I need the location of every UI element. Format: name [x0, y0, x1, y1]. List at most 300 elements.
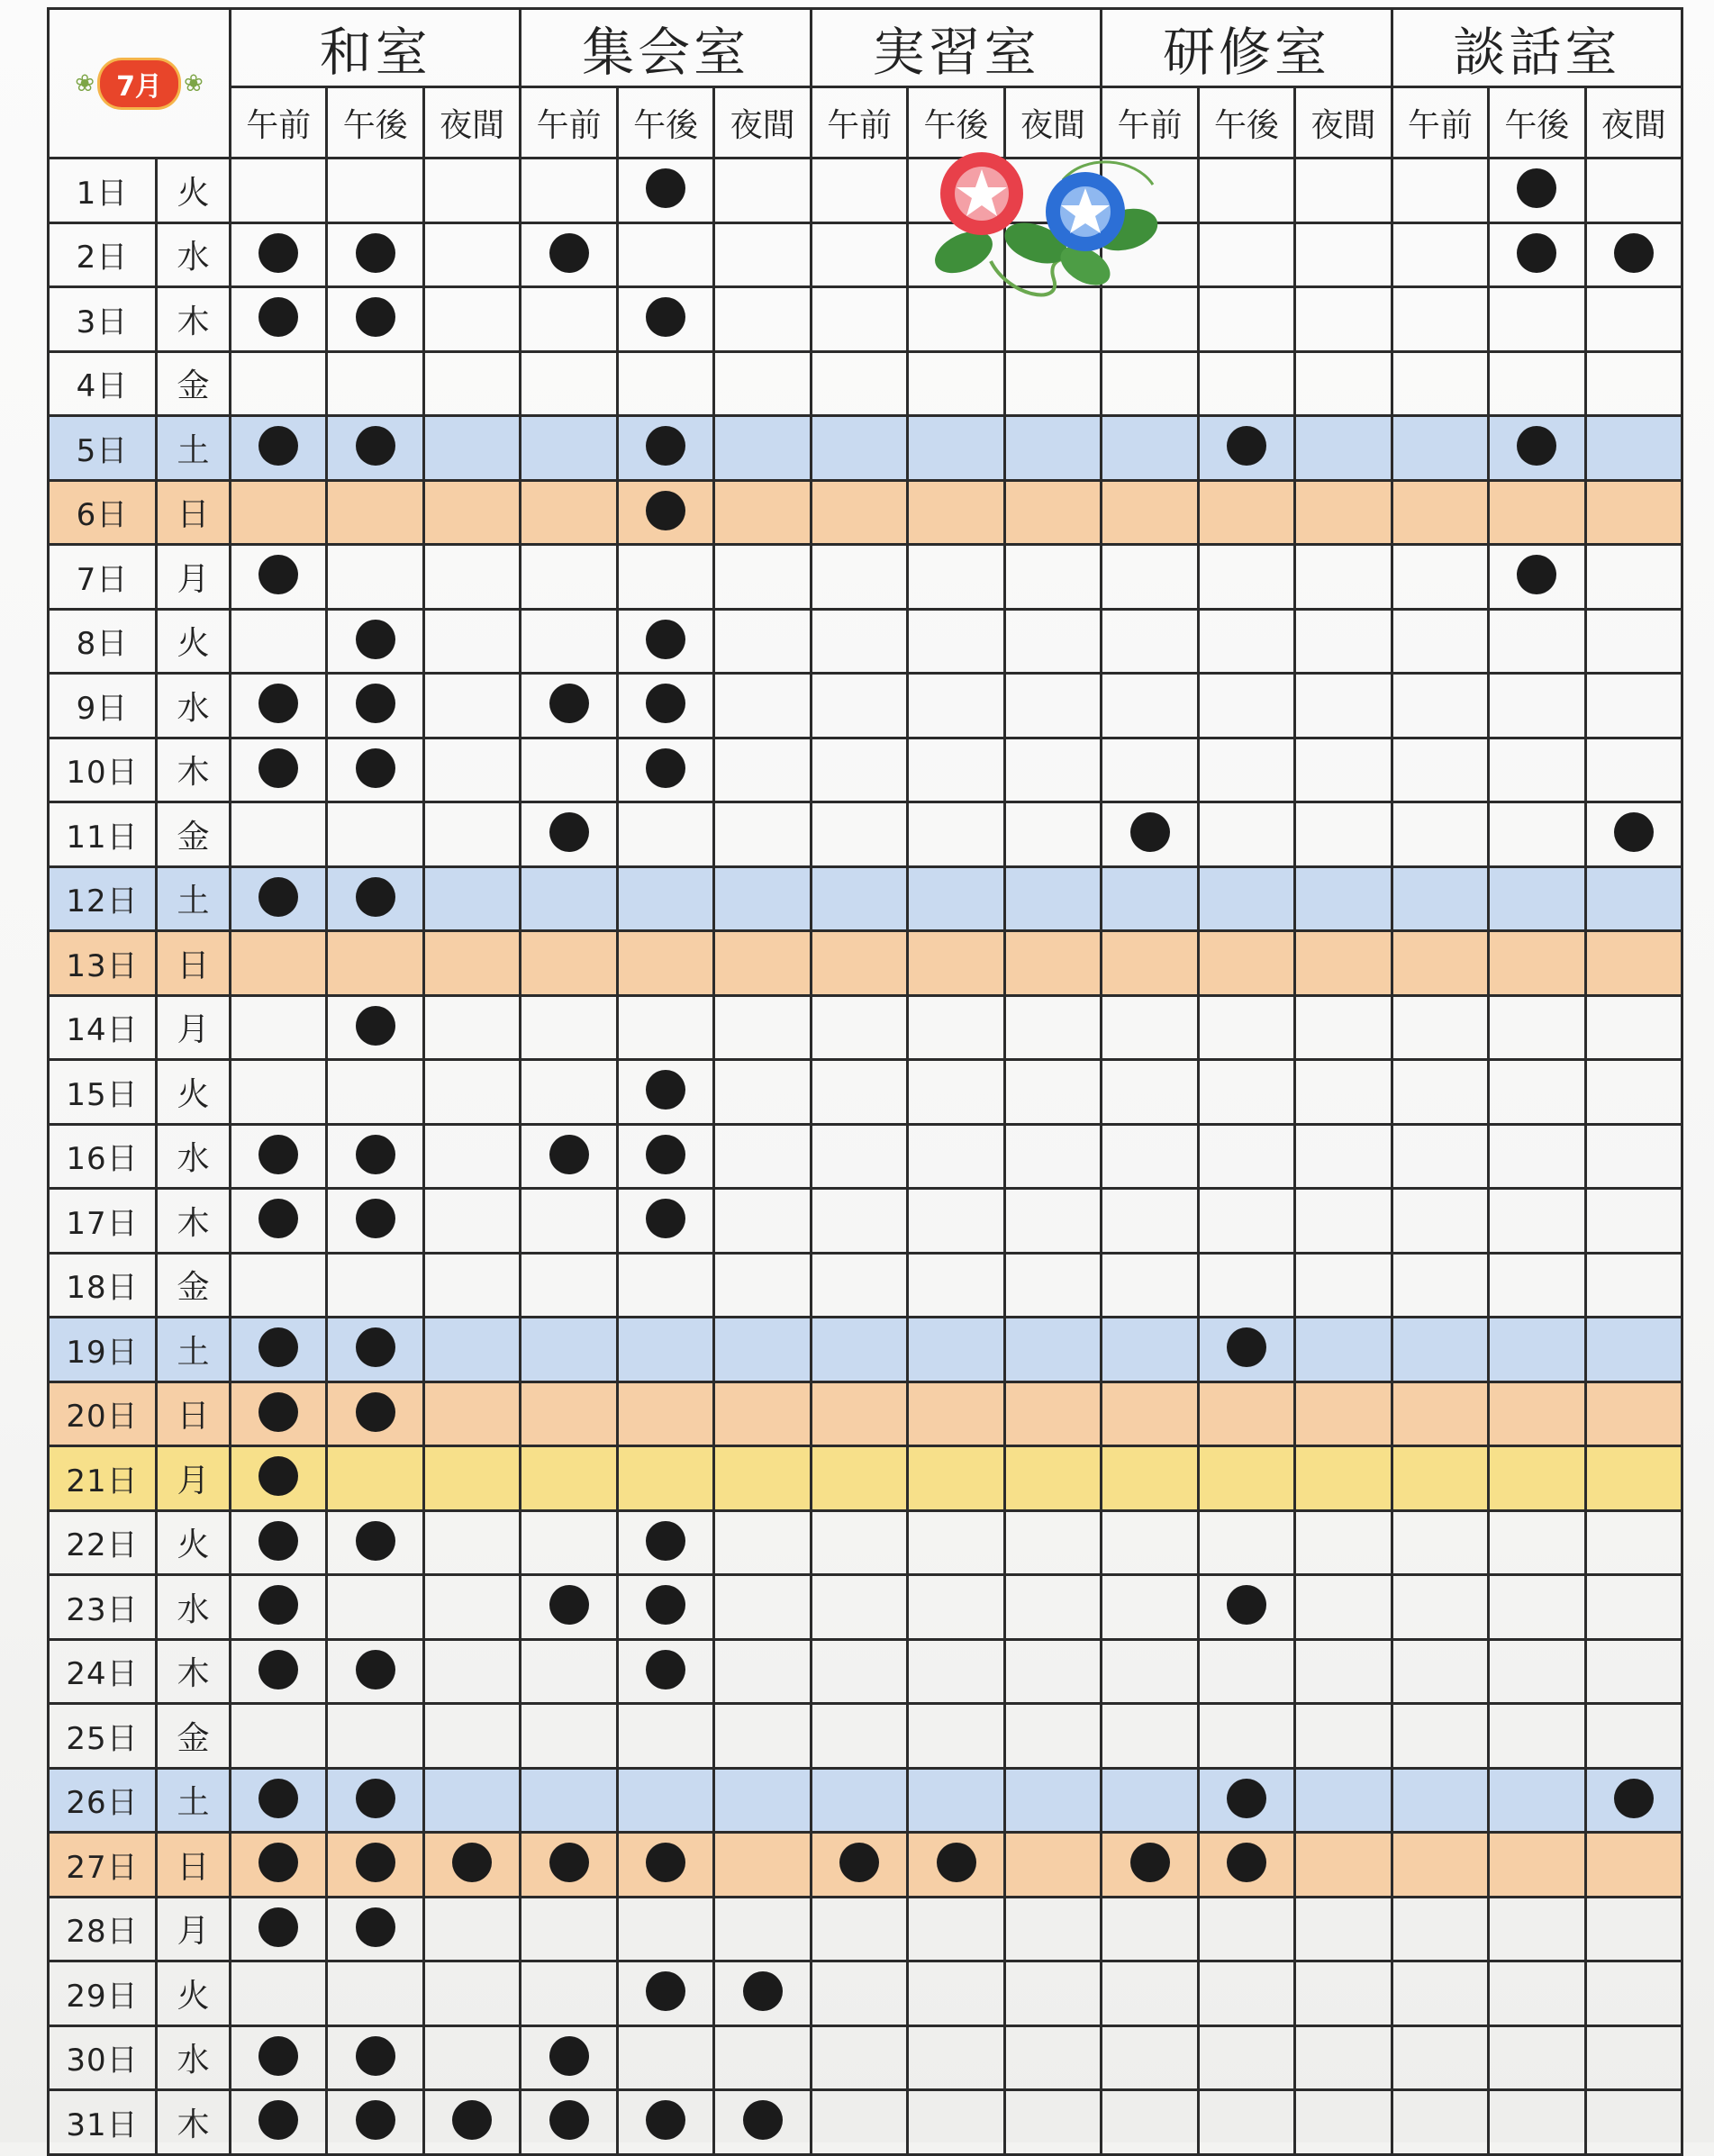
slot-cell	[327, 222, 423, 287]
booked-dot-icon	[1130, 1843, 1170, 1882]
slot-cell	[908, 995, 1004, 1060]
slot-cell	[1198, 995, 1294, 1060]
slot-cell	[521, 1318, 617, 1382]
slot-cell	[231, 480, 327, 545]
slot-cell	[617, 931, 713, 996]
day-row	[49, 2025, 1682, 2090]
slot-cell	[908, 1381, 1004, 1446]
slot-cell	[1102, 480, 1198, 545]
booked-dot-icon	[646, 1135, 685, 1174]
slot-cell	[1392, 1253, 1488, 1318]
slot-cell	[1102, 1575, 1198, 1640]
day-number: 12日	[49, 866, 157, 931]
slot-cell	[1489, 1833, 1585, 1898]
slot-cell	[714, 609, 811, 674]
slot-cell	[811, 1768, 907, 1833]
day-row	[49, 1833, 1682, 1898]
slot-cell	[231, 1253, 327, 1318]
slot-cell	[327, 1318, 423, 1382]
slot-cell	[327, 1961, 423, 2026]
slot-cell	[1489, 1318, 1585, 1382]
slot-cell	[1295, 1189, 1392, 1254]
slot-cell	[231, 222, 327, 287]
day-number: 8日	[49, 609, 157, 674]
slot-cell	[1585, 2025, 1682, 2090]
slot-cell	[617, 416, 713, 481]
slot-cell	[811, 609, 907, 674]
slot-cell	[1004, 351, 1101, 416]
slot-cell	[908, 545, 1004, 610]
day-number: 13日	[49, 931, 157, 996]
slot-cell	[327, 1897, 423, 1961]
day-number: 22日	[49, 1510, 157, 1575]
slot-cell	[327, 995, 423, 1060]
slot-cell	[908, 1639, 1004, 1704]
period-header: 夜間	[1004, 87, 1101, 159]
slot-cell	[1295, 931, 1392, 996]
slot-cell	[1295, 738, 1392, 802]
booked-dot-icon	[1614, 233, 1654, 273]
room-header-danwashitsu: 談話室	[1392, 9, 1682, 87]
slot-cell	[1004, 416, 1101, 481]
slot-cell	[1295, 1768, 1392, 1833]
slot-cell	[811, 159, 907, 223]
day-number: 11日	[49, 802, 157, 867]
slot-cell	[1198, 1768, 1294, 1833]
day-row	[49, 480, 1682, 545]
day-number: 23日	[49, 1575, 157, 1640]
booked-dot-icon	[646, 620, 685, 659]
slot-cell	[1295, 1124, 1392, 1189]
slot-cell	[1198, 159, 1294, 223]
slot-cell	[714, 351, 811, 416]
slot-cell	[231, 1318, 327, 1382]
slot-cell	[521, 480, 617, 545]
slot-cell	[811, 1189, 907, 1254]
slot-cell	[231, 1510, 327, 1575]
slot-cell	[327, 866, 423, 931]
slot-cell	[811, 1897, 907, 1961]
slot-cell	[1004, 1381, 1101, 1446]
slot-cell	[1004, 1318, 1101, 1382]
day-number: 16日	[49, 1124, 157, 1189]
booked-dot-icon	[549, 1843, 589, 1882]
slot-cell	[1102, 802, 1198, 867]
slot-cell	[1198, 222, 1294, 287]
day-row	[49, 1253, 1682, 1318]
booked-dot-icon	[356, 233, 395, 273]
slot-cell	[908, 1318, 1004, 1382]
slot-cell	[423, 159, 521, 223]
slot-cell	[1004, 866, 1101, 931]
slot-cell	[327, 416, 423, 481]
booked-dot-icon	[743, 2100, 783, 2140]
slot-cell	[1295, 1897, 1392, 1961]
slot-cell	[231, 802, 327, 867]
slot-cell	[1585, 2090, 1682, 2155]
slot-cell	[327, 738, 423, 802]
slot-cell	[1489, 802, 1585, 867]
booked-dot-icon	[646, 1843, 685, 1882]
slot-cell	[1004, 674, 1101, 738]
slot-cell	[1489, 159, 1585, 223]
period-header-row	[49, 87, 1682, 159]
slot-cell	[1489, 545, 1585, 610]
slot-cell	[1102, 1253, 1198, 1318]
slot-cell	[1198, 1833, 1294, 1898]
slot-cell	[617, 1961, 713, 2026]
slot-cell	[423, 802, 521, 867]
slot-cell	[714, 2090, 811, 2155]
booked-dot-icon	[258, 877, 298, 917]
slot-cell	[1295, 1381, 1392, 1446]
booked-dot-icon	[356, 620, 395, 659]
slot-cell	[1198, 545, 1294, 610]
day-of-week: 土	[157, 866, 231, 931]
period-header: 夜間	[1585, 87, 1682, 159]
slot-cell	[231, 1961, 327, 2026]
booked-dot-icon	[356, 426, 395, 466]
slot-cell	[908, 1189, 1004, 1254]
day-row	[49, 287, 1682, 352]
day-number: 4日	[49, 351, 157, 416]
booked-dot-icon	[646, 1585, 685, 1625]
day-number: 25日	[49, 1704, 157, 1769]
slot-cell	[423, 1318, 521, 1382]
slot-cell	[617, 995, 713, 1060]
slot-cell	[1102, 1639, 1198, 1704]
slot-cell	[714, 287, 811, 352]
slot-cell	[1489, 1704, 1585, 1769]
slot-cell	[423, 287, 521, 352]
slot-cell	[714, 480, 811, 545]
booked-dot-icon	[258, 2100, 298, 2140]
slot-cell	[1392, 931, 1488, 996]
slot-cell	[327, 609, 423, 674]
slot-cell	[908, 1961, 1004, 2026]
slot-cell	[908, 1768, 1004, 1833]
day-number: 30日	[49, 2025, 157, 2090]
slot-cell	[1585, 738, 1682, 802]
slot-cell	[908, 802, 1004, 867]
slot-cell	[811, 802, 907, 867]
booked-dot-icon	[646, 168, 685, 208]
slot-cell	[1585, 1961, 1682, 2026]
booked-dot-icon	[258, 1521, 298, 1561]
slot-cell	[811, 545, 907, 610]
day-row	[49, 1510, 1682, 1575]
slot-cell	[231, 351, 327, 416]
slot-cell	[231, 1060, 327, 1125]
day-row	[49, 1639, 1682, 1704]
slot-cell	[1198, 2090, 1294, 2155]
slot-cell	[327, 802, 423, 867]
day-number: 21日	[49, 1446, 157, 1511]
day-number: 1日	[49, 159, 157, 223]
slot-cell	[811, 738, 907, 802]
period-header: 夜間	[714, 87, 811, 159]
slot-cell	[1585, 802, 1682, 867]
slot-cell	[1585, 609, 1682, 674]
slot-cell	[521, 1961, 617, 2026]
slot-cell	[1392, 1124, 1488, 1189]
slot-cell	[1004, 222, 1101, 287]
slot-cell	[1004, 1575, 1101, 1640]
slot-cell	[1585, 159, 1682, 223]
slot-cell	[327, 159, 423, 223]
booked-dot-icon	[646, 1521, 685, 1561]
slot-cell	[1489, 1897, 1585, 1961]
slot-cell	[1392, 1446, 1488, 1511]
slot-cell	[1295, 1446, 1392, 1511]
day-number: 9日	[49, 674, 157, 738]
period-header: 午後	[1198, 87, 1294, 159]
slot-cell	[423, 1253, 521, 1318]
slot-cell	[231, 1446, 327, 1511]
room-header-washitsu: 和室	[231, 9, 521, 87]
day-number: 7日	[49, 545, 157, 610]
slot-cell	[423, 995, 521, 1060]
booked-dot-icon	[452, 2100, 492, 2140]
slot-cell	[423, 1189, 521, 1254]
slot-cell	[1102, 1381, 1198, 1446]
day-number: 29日	[49, 1961, 157, 2026]
slot-cell	[1295, 222, 1392, 287]
booked-dot-icon	[258, 426, 298, 466]
day-row	[49, 931, 1682, 996]
slot-cell	[327, 1833, 423, 1898]
booked-dot-icon	[1517, 426, 1556, 466]
slot-cell	[521, 738, 617, 802]
slot-cell	[1392, 2090, 1488, 2155]
slot-cell	[423, 480, 521, 545]
day-row	[49, 2090, 1682, 2155]
slot-cell	[908, 609, 1004, 674]
slot-cell	[521, 802, 617, 867]
slot-cell	[811, 2090, 907, 2155]
leaf-icon: ❀	[183, 69, 204, 97]
slot-cell	[811, 416, 907, 481]
slot-cell	[1392, 609, 1488, 674]
room-header-shukaishitsu: 集会室	[521, 9, 811, 87]
slot-cell	[714, 1381, 811, 1446]
slot-cell	[617, 1897, 713, 1961]
slot-cell	[908, 1575, 1004, 1640]
day-row	[49, 1060, 1682, 1125]
booked-dot-icon	[356, 297, 395, 337]
day-of-week: 木	[157, 2090, 231, 2155]
month-badge-cell	[49, 9, 231, 159]
slot-cell	[521, 545, 617, 610]
slot-cell	[423, 1381, 521, 1446]
slot-cell	[327, 480, 423, 545]
slot-cell	[714, 802, 811, 867]
slot-cell	[1392, 802, 1488, 867]
booked-dot-icon	[258, 1843, 298, 1882]
slot-cell	[714, 866, 811, 931]
slot-cell	[908, 1060, 1004, 1125]
slot-cell	[423, 931, 521, 996]
slot-cell	[423, 1446, 521, 1511]
slot-cell	[327, 1060, 423, 1125]
slot-cell	[1489, 1381, 1585, 1446]
day-number: 5日	[49, 416, 157, 481]
slot-cell	[811, 1060, 907, 1125]
slot-cell	[1198, 287, 1294, 352]
slot-cell	[811, 1704, 907, 1769]
booked-dot-icon	[258, 748, 298, 788]
booked-dot-icon	[258, 555, 298, 594]
period-header: 午後	[617, 87, 713, 159]
slot-cell	[231, 1381, 327, 1446]
day-of-week: 土	[157, 1768, 231, 1833]
slot-cell	[1585, 995, 1682, 1060]
day-row	[49, 416, 1682, 481]
slot-cell	[1004, 545, 1101, 610]
slot-cell	[1198, 1897, 1294, 1961]
slot-cell	[811, 1961, 907, 2026]
booked-dot-icon	[1517, 168, 1556, 208]
slot-cell	[231, 159, 327, 223]
slot-cell	[617, 1768, 713, 1833]
slot-cell	[1585, 416, 1682, 481]
slot-cell	[1489, 1575, 1585, 1640]
slot-cell	[1392, 1833, 1488, 1898]
slot-cell	[714, 1639, 811, 1704]
slot-cell	[811, 1318, 907, 1382]
slot-cell	[327, 674, 423, 738]
slot-cell	[617, 674, 713, 738]
slot-cell	[714, 545, 811, 610]
day-row	[49, 609, 1682, 674]
slot-cell	[1392, 222, 1488, 287]
slot-cell	[521, 1575, 617, 1640]
day-of-week: 火	[157, 159, 231, 223]
slot-cell	[1198, 2025, 1294, 2090]
room-header-kenshushitsu: 研修室	[1102, 9, 1392, 87]
slot-cell	[1004, 1961, 1101, 2026]
slot-cell	[521, 866, 617, 931]
slot-cell	[811, 1446, 907, 1511]
booked-dot-icon	[258, 2036, 298, 2076]
slot-cell	[1102, 995, 1198, 1060]
day-row	[49, 802, 1682, 867]
slot-cell	[327, 1510, 423, 1575]
slot-cell	[1102, 609, 1198, 674]
slot-cell	[1295, 995, 1392, 1060]
slot-cell	[327, 545, 423, 610]
slot-cell	[714, 1253, 811, 1318]
day-row	[49, 995, 1682, 1060]
slot-cell	[1004, 1060, 1101, 1125]
booked-dot-icon	[549, 812, 589, 852]
slot-cell	[1004, 1510, 1101, 1575]
slot-cell	[1585, 222, 1682, 287]
slot-cell	[714, 1124, 811, 1189]
day-of-week: 日	[157, 1381, 231, 1446]
slot-cell	[521, 416, 617, 481]
slot-cell	[521, 1897, 617, 1961]
slot-cell	[1489, 1189, 1585, 1254]
slot-cell	[1489, 1253, 1585, 1318]
booked-dot-icon	[549, 684, 589, 723]
day-row	[49, 159, 1682, 223]
slot-cell	[1102, 1189, 1198, 1254]
slot-cell	[1489, 2090, 1585, 2155]
slot-cell	[714, 674, 811, 738]
booked-dot-icon	[1614, 1779, 1654, 1818]
slot-cell	[423, 1060, 521, 1125]
slot-cell	[1198, 1060, 1294, 1125]
slot-cell	[617, 545, 713, 610]
slot-cell	[1585, 1318, 1682, 1382]
day-row	[49, 1768, 1682, 1833]
slot-cell	[714, 1510, 811, 1575]
slot-cell	[1392, 1575, 1488, 1640]
slot-cell	[327, 1253, 423, 1318]
day-row	[49, 1381, 1682, 1446]
slot-cell	[1585, 351, 1682, 416]
day-of-week: 日	[157, 931, 231, 996]
slot-cell	[423, 738, 521, 802]
slot-cell	[1102, 931, 1198, 996]
slot-cell	[1585, 1446, 1682, 1511]
slot-cell	[714, 1446, 811, 1511]
slot-cell	[1198, 738, 1294, 802]
booked-dot-icon	[258, 1585, 298, 1625]
day-row	[49, 545, 1682, 610]
slot-cell	[811, 480, 907, 545]
booked-dot-icon	[258, 1779, 298, 1818]
slot-cell	[1392, 1510, 1488, 1575]
slot-cell	[1392, 287, 1488, 352]
slot-cell	[1102, 1768, 1198, 1833]
booked-dot-icon	[1227, 1843, 1266, 1882]
slot-cell	[521, 1124, 617, 1189]
slot-cell	[231, 866, 327, 931]
day-of-week: 金	[157, 1704, 231, 1769]
slot-cell	[1295, 1639, 1392, 1704]
slot-cell	[1489, 1060, 1585, 1125]
leaf-icon: ❀	[75, 69, 95, 97]
day-row	[49, 1189, 1682, 1254]
slot-cell	[327, 1189, 423, 1254]
slot-cell	[231, 931, 327, 996]
day-number: 17日	[49, 1189, 157, 1254]
slot-cell	[231, 995, 327, 1060]
booked-dot-icon	[258, 1135, 298, 1174]
slot-cell	[1295, 545, 1392, 610]
slot-cell	[1004, 1704, 1101, 1769]
slot-cell	[327, 2090, 423, 2155]
slot-cell	[1198, 1124, 1294, 1189]
day-number: 20日	[49, 1381, 157, 1446]
slot-cell	[714, 995, 811, 1060]
slot-cell	[908, 866, 1004, 931]
slot-cell	[617, 1189, 713, 1254]
slot-cell	[1004, 609, 1101, 674]
slot-cell	[908, 738, 1004, 802]
booked-dot-icon	[452, 1843, 492, 1882]
slot-cell	[617, 866, 713, 931]
month-badge	[75, 60, 203, 107]
day-number: 24日	[49, 1639, 157, 1704]
day-number: 19日	[49, 1318, 157, 1382]
booked-dot-icon	[937, 1843, 976, 1882]
slot-cell	[1004, 1768, 1101, 1833]
slot-cell	[1295, 2025, 1392, 2090]
slot-cell	[714, 1318, 811, 1382]
